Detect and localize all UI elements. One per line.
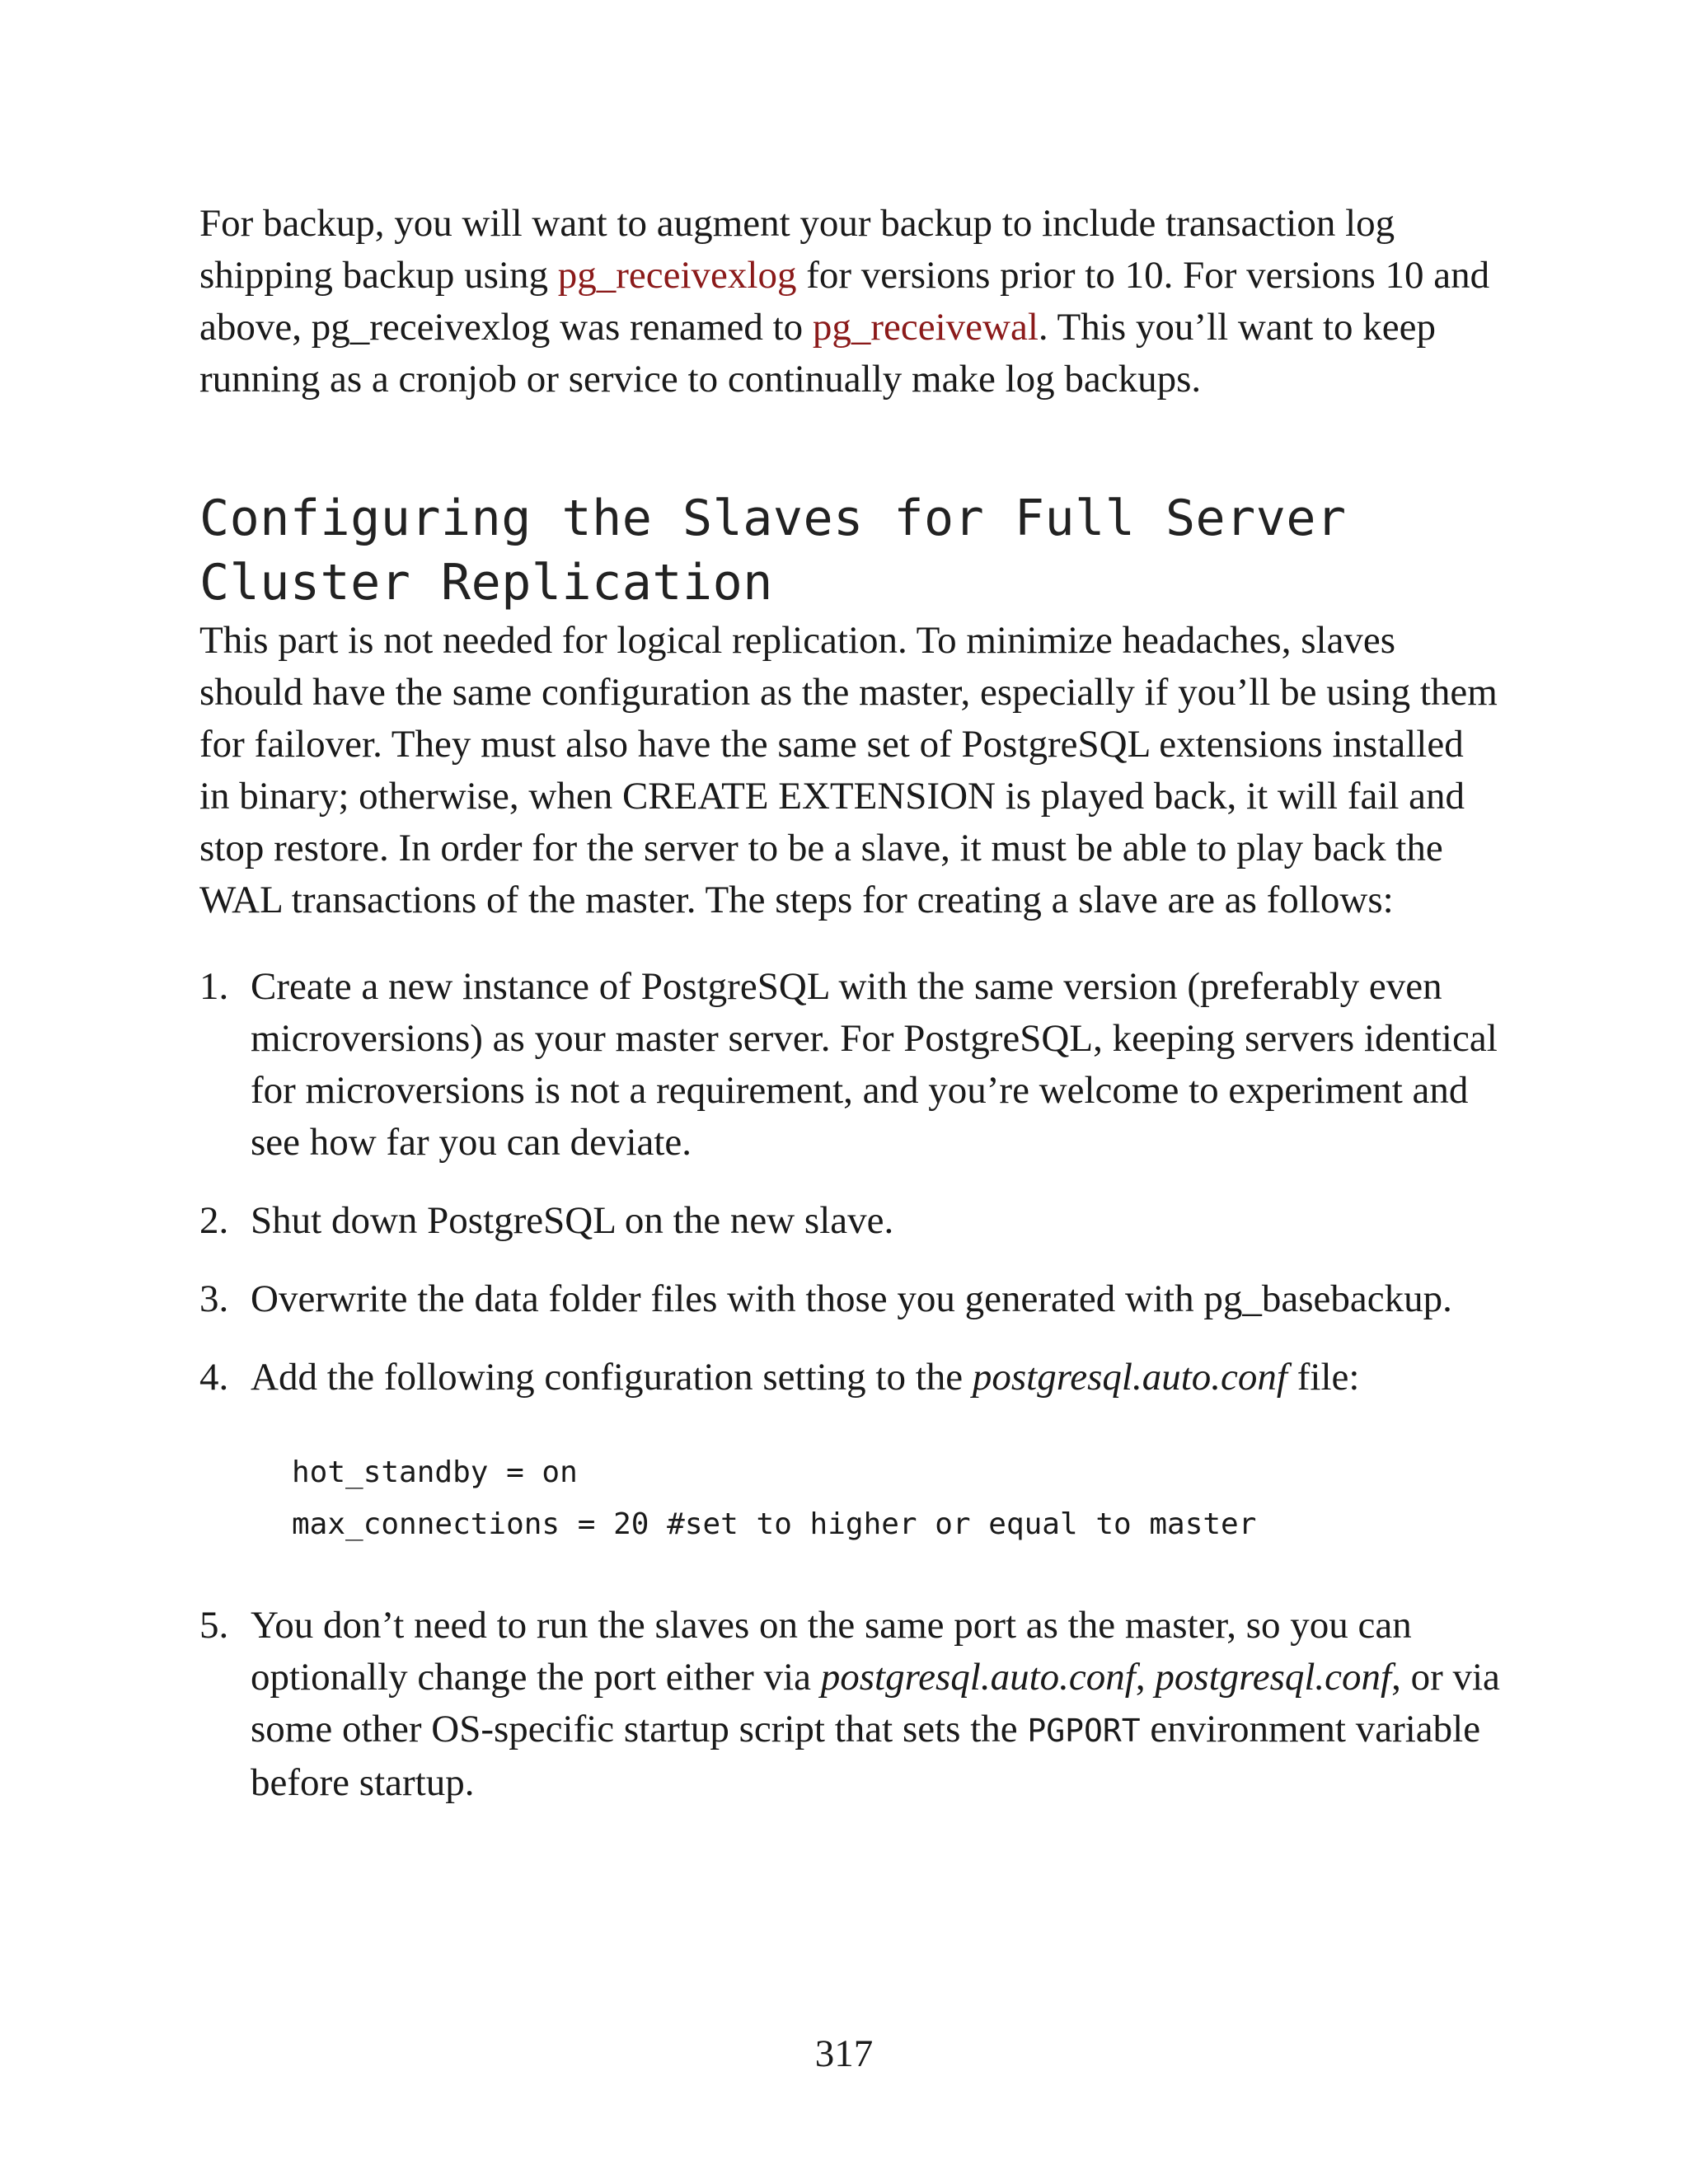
step-item [199,1600,1502,1809]
pg-receivewal-link[interactable]: pg_receivewal [812,306,1039,349]
inline-code: PGPORT [1027,1713,1141,1749]
step-text: Create a new instance of PostgreSQL with the same version (preferably even microversions) as your master server. For PostgreSQL, keeping servers identical for microversions is not a requirement, and you’re welcome to experiment and see how far you can deviate. [251,965,1498,1164]
step-item [199,961,1502,1169]
step-number: 1. [199,965,229,1008]
section-paragraph: This part is not needed for logical replication. To minimize headaches, slaves should have the same configuration as the master, especially if you’ll be using them for failover. They must also have the same set of PostgreSQL extensions installed in binary; otherwise, when CREATE EXTENSION is played back, it will fail and stop restore. In order for the server to be a slave, it must be able to play back the WAL transactions of the master. The steps for creating a slave are as follows: [199,619,1498,921]
pg-receivexlog-link[interactable]: pg_receivexlog [557,254,797,297]
intro-paragraph [199,198,1502,405]
step-text: Add the following configuration setting to the [251,1356,973,1399]
filename: postgresql.auto.conf [820,1656,1136,1699]
step-text: environment variable before startup. [251,1708,1481,1804]
config-code-block [292,1446,1502,1550]
step-text: file: [1287,1356,1360,1399]
intro-text: for versions prior to 10. For versions 10 and above, pg_receivexlog was renamed to [199,254,1490,349]
intro-text: . This you’ll want to keep running as a cronjob or service to continually make log backups. [199,306,1437,401]
code-line: hot_standby = on [292,1455,578,1489]
step-number: 5. [199,1604,229,1647]
filename: postgresql.auto.conf [972,1356,1287,1399]
section-heading: Configuring the Slaves for Full Server Cluster Replication [199,490,1347,612]
steps-list [199,961,1502,1809]
filename: postgresql.conf [1155,1656,1392,1699]
page-number: 317 [814,2032,874,2075]
step-item [199,1352,1502,1550]
step-text: , [1135,1656,1156,1699]
step-text: Overwrite the data folder files with those you generated with pg_basebackup. [251,1277,1452,1320]
intro-text: For backup, you will want to augment your backup to include transaction log shipping backup using [199,202,1395,297]
step-text: , or via some other OS-specific startup script that sets the [251,1656,1500,1750]
page-content [199,198,1502,1835]
step-number: 2. [199,1199,229,1242]
step-text: Shut down PostgreSQL on the new slave. [251,1199,894,1242]
code-line: max_connections = 20 #set to higher or equal to master [292,1507,1257,1541]
step-text: You don’t need to run the slaves on the same port as the master, so you can optionally change the port either via [251,1604,1412,1699]
step-number: 4. [199,1356,229,1399]
step-number: 3. [199,1277,229,1320]
step-item [199,1195,1502,1247]
step-item [199,1273,1502,1325]
